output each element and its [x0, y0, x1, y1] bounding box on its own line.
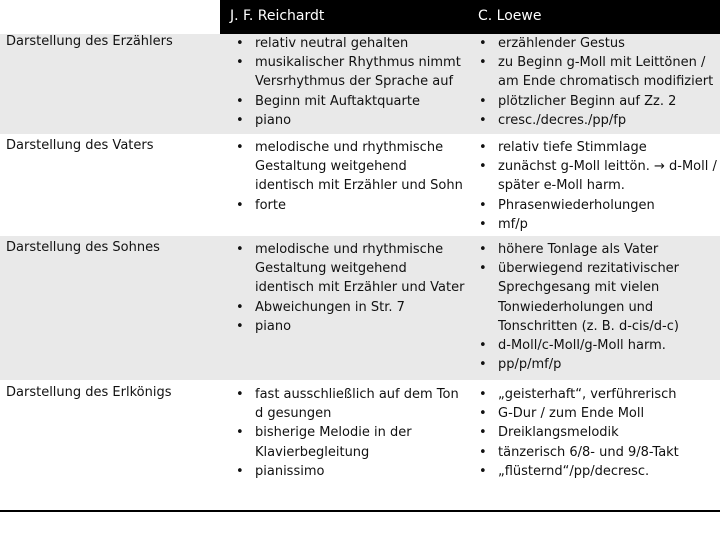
table-row-erzaehler — [0, 34, 720, 134]
list-item: • „flüsternd“/pp/decresc. — [472, 462, 718, 481]
list-item: • mf/p — [472, 215, 718, 234]
list-item: • zu Beginn g-Moll mit Leittönen / am Ende chromatisch modifiziert — [472, 53, 718, 91]
list-item: • plötzlicher Beginn auf Zz. 2 — [472, 92, 718, 111]
reichardt-list — [229, 138, 469, 215]
header-reichardt-cell — [220, 0, 468, 34]
list-item: • piano — [229, 111, 469, 130]
loewe-list — [472, 34, 718, 130]
list-item: • überwiegend rezitativischer Sprechgesang mit vielen Tonwiederholungen und Tonschritten (z. B. d-cis/d-c) — [472, 259, 718, 336]
row-label: Darstellung des Erzählers — [6, 34, 173, 49]
header-loewe-cell — [468, 0, 720, 34]
list-item: • Phrasenwiederholungen — [472, 196, 718, 215]
list-item: • tänzerisch 6/8- und 9/8-Takt — [472, 443, 718, 462]
reichardt-list — [229, 385, 469, 481]
list-item: • cresc./decres./pp/fp — [472, 111, 718, 130]
list-item: • bisherige Melodie in der Klavierbegleitung — [229, 423, 469, 461]
list-item: • Beginn mit Auftaktquarte — [229, 92, 469, 111]
header-reichardt: J. F. Reichardt — [230, 8, 325, 24]
list-item: • melodische und rhythmische Gestaltung weitgehend identisch mit Erzähler und Sohn — [229, 138, 469, 196]
list-item: • Abweichungen in Str. 7 — [229, 298, 469, 317]
loewe-list — [472, 138, 718, 234]
list-item: • höhere Tonlage als Vater — [472, 240, 718, 259]
list-item: • relativ tiefe Stimmlage — [472, 138, 718, 157]
list-item: • Dreiklangsmelodik — [472, 423, 718, 442]
header-loewe: C. Loewe — [478, 8, 542, 24]
list-item: • „geisterhaft“, verführerisch — [472, 385, 718, 404]
table-bottom-border — [0, 510, 720, 512]
list-item: • melodische und rhythmische Gestaltung weitgehend identisch mit Erzähler und Vater — [229, 240, 469, 298]
list-item: • piano — [229, 317, 469, 336]
table-header — [0, 0, 720, 34]
list-item: • relativ neutral gehalten — [229, 34, 469, 53]
loewe-list — [472, 240, 718, 374]
list-item: • pianissimo — [229, 462, 469, 481]
table-row-sohn — [0, 236, 720, 380]
loewe-list — [472, 385, 718, 481]
reichardt-list — [229, 240, 469, 336]
list-item: • erzählender Gestus — [472, 34, 718, 53]
row-label: Darstellung des Erlkönigs — [6, 385, 172, 400]
list-item: • fast ausschließlich auf dem Ton d gesungen — [229, 385, 469, 423]
header-empty-cell — [0, 0, 220, 34]
row-label: Darstellung des Sohnes — [6, 240, 160, 255]
list-item: • pp/p/mf/p — [472, 355, 718, 374]
list-item: • forte — [229, 196, 469, 215]
list-item: • G-Dur / zum Ende Moll — [472, 404, 718, 423]
row-label: Darstellung des Vaters — [6, 138, 154, 153]
table-row-erlkoenig — [0, 380, 720, 510]
list-item: • d-Moll/c-Moll/g-Moll harm. — [472, 336, 718, 355]
reichardt-list — [229, 34, 469, 130]
table-row-vater — [0, 134, 720, 236]
list-item: • musikalischer Rhythmus nimmt Versrhythmus der Sprache auf — [229, 53, 469, 91]
list-item: • zunächst g-Moll leittön. → d-Moll / später e-Moll harm. — [472, 157, 718, 195]
